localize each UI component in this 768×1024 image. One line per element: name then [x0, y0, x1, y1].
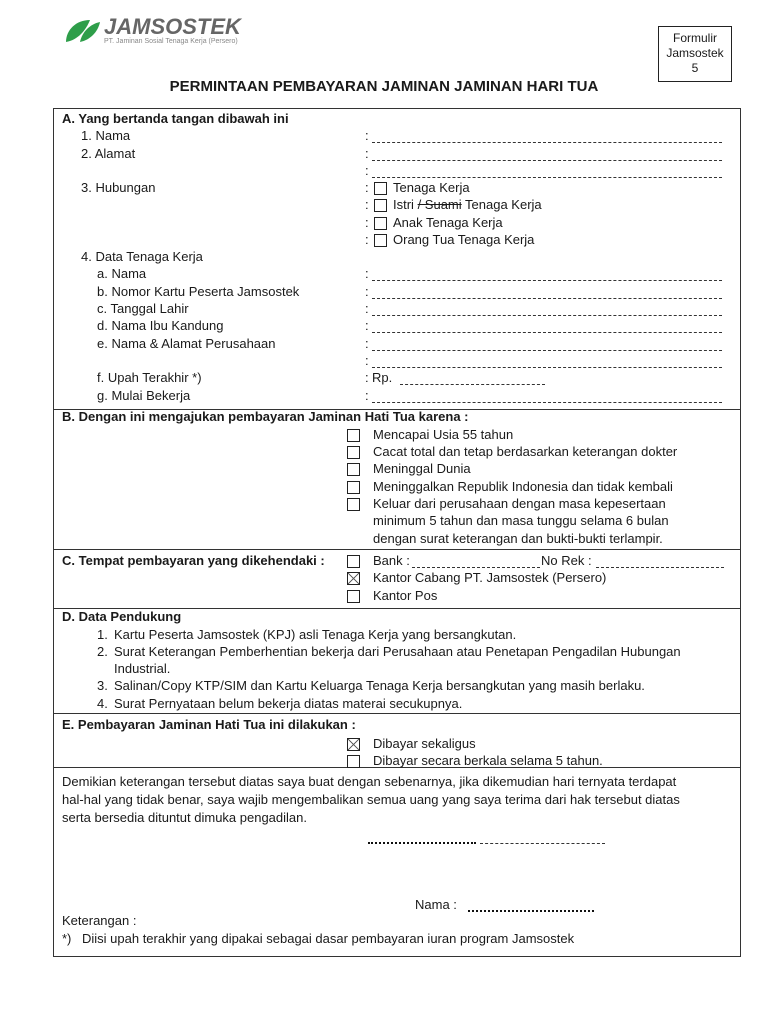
checkbox-kantor-cabang-checked[interactable]	[347, 572, 360, 585]
option-cacat: Cacat total dan tetap berdasarkan keterangan dokter	[373, 444, 678, 459]
section-d-title: D. Data Pendukung	[62, 609, 182, 624]
divider	[53, 713, 741, 714]
jamsostek-logo-icon	[64, 18, 102, 44]
supporting-doc-item: Surat Keterangan Pemberhentian bekerja dari Perusahaan atau Penetapan Pengadilan Hubungan	[114, 644, 681, 659]
rp-label: Rp.	[372, 370, 393, 385]
label-nama-ibu: d. Nama Ibu Kandung	[97, 318, 224, 333]
upah-input[interactable]	[400, 384, 545, 385]
option-berkala: Dibayar secara berkala selama 5 tahun.	[373, 753, 603, 768]
colon-separator: :	[365, 284, 369, 299]
declaration-line: Demikian keterangan tersebut diatas saya buat dengan sebenarnya, jika dikemudian hari ternyata terdapat	[62, 774, 677, 789]
label-nomor-kartu: b. Nomor Kartu Peserta Jamsostek	[97, 284, 300, 299]
option-kantor-pos: Kantor Pos	[373, 588, 438, 603]
label-alamat-perusahaan: e. Nama & Alamat Perusahaan	[97, 336, 276, 351]
nomor-kartu-input[interactable]	[372, 298, 722, 299]
colon-separator: :	[365, 370, 369, 385]
option-orang-tua: Orang Tua Tenaga Kerja	[393, 232, 535, 247]
colon-separator: :	[365, 353, 369, 368]
alamat-input-line2[interactable]	[372, 177, 722, 178]
item-number: 2.	[97, 644, 108, 659]
signature-nama-input[interactable]	[468, 910, 594, 912]
option-usia-55: Mencapai Usia 55 tahun	[373, 427, 514, 442]
checkbox-meninggal[interactable]	[347, 463, 360, 476]
bank-input[interactable]	[412, 567, 540, 568]
option-kantor-cabang: Kantor Cabang PT. Jamsostek (Persero)	[373, 570, 607, 585]
declaration-line: serta bersedia dituntut dimuka pengadilan.	[62, 810, 307, 825]
supporting-doc-item: Kartu Peserta Jamsostek (KPJ) asli Tenaga Kerja yang bersangkutan.	[114, 627, 517, 642]
bank-label: Bank :	[373, 553, 410, 568]
alamat-perusahaan-input[interactable]	[372, 350, 722, 351]
form-box-line: 5	[691, 61, 699, 75]
checkbox-sekaligus-checked[interactable]	[347, 738, 360, 751]
no-rek-input[interactable]	[596, 567, 724, 568]
item-number: 3.	[97, 678, 108, 693]
alamat-input[interactable]	[372, 160, 722, 161]
colon-separator: :	[365, 318, 369, 333]
label-data-tenaga-kerja: 4. Data Tenaga Kerja	[81, 249, 203, 264]
colon-separator: :	[365, 232, 369, 247]
label-hubungan: 3. Hubungan	[81, 180, 156, 195]
keterangan-label: Keterangan :	[62, 913, 137, 928]
section-a-title: A. Yang bertanda tangan dibawah ini	[62, 111, 289, 126]
colon-separator: :	[365, 128, 369, 143]
checkbox-meninggalkan-ri[interactable]	[347, 481, 360, 494]
form-box-line: Formulir	[673, 31, 717, 45]
note-text: Diisi upah terakhir yang dipakai sebagai dasar pembayaran iuran program Jamsostek	[82, 931, 575, 946]
section-b-title: B. Dengan ini mengajukan pembayaran Jaminan Hati Tua karena :	[62, 409, 469, 424]
option-tenaga-kerja: Tenaga Kerja	[393, 180, 470, 195]
declaration-line: hal-hal yang tidak benar, saya wajib mengembalikan semua uang yang saya terima dari hak tersebut diatas	[62, 792, 680, 807]
form-number-box	[658, 26, 732, 82]
supporting-doc-item: Surat Pernyataan belum bekerja diatas materai secukupnya.	[114, 696, 463, 711]
nama-input[interactable]	[372, 142, 722, 143]
tk-nama-input[interactable]	[372, 280, 722, 281]
option-istri-suami: Istri / Suami Tenaga Kerja	[393, 197, 542, 212]
colon-separator: :	[365, 146, 369, 161]
checkbox-cacat[interactable]	[347, 446, 360, 459]
option-sekaligus: Dibayar sekaligus	[373, 736, 476, 751]
supporting-doc-item: Salinan/Copy KTP/SIM dan Kartu Keluarga Tenaga Kerja bersangkutan yang masih berlaku.	[114, 678, 645, 693]
checkbox-keluar[interactable]	[347, 498, 360, 511]
supporting-doc-item-cont: Industrial.	[114, 661, 171, 676]
option-keluar-line2: minimum 5 tahun dan masa tunggu selama 6 bulan	[373, 513, 669, 528]
option-meninggal: Meninggal Dunia	[373, 461, 471, 476]
alamat-perusahaan-input-line2[interactable]	[372, 367, 722, 368]
checkbox-orang-tua[interactable]	[374, 234, 387, 247]
note-mark: *)	[62, 931, 72, 946]
tanggal-lahir-input[interactable]	[372, 315, 722, 316]
colon-separator: :	[365, 215, 369, 230]
checkbox-tenaga-kerja[interactable]	[374, 182, 387, 195]
checkbox-berkala[interactable]	[347, 755, 360, 768]
page-title: PERMINTAAN PEMBAYARAN JAMINAN JAMINAN HARI TUA	[169, 78, 599, 95]
label-upah-terakhir: f. Upah Terakhir *)	[97, 370, 202, 385]
label-mulai-bekerja: g. Mulai Bekerja	[97, 388, 191, 403]
colon-separator: :	[365, 163, 369, 178]
divider	[53, 549, 741, 550]
section-c-title: C. Tempat pembayaran yang dikehendaki :	[62, 553, 325, 568]
label-nama: 1. Nama	[81, 128, 131, 143]
option-meninggalkan-ri: Meninggalkan Republik Indonesia dan tidak kembali	[373, 479, 673, 494]
logo-subtitle: PT. Jaminan Sosial Tenaga Kerja (Persero)	[104, 38, 238, 45]
checkbox-bank[interactable]	[347, 555, 360, 568]
colon-separator: :	[365, 180, 369, 195]
checkbox-usia-55[interactable]	[347, 429, 360, 442]
colon-separator: :	[365, 388, 369, 403]
label-tk-nama: a. Nama	[97, 266, 147, 281]
checkbox-kantor-pos[interactable]	[347, 590, 360, 603]
option-keluar: Keluar dari perusahaan dengan masa kepesertaan	[373, 496, 666, 511]
item-number: 4.	[97, 696, 108, 711]
option-anak: Anak Tenaga Kerja	[393, 215, 503, 230]
colon-separator: :	[365, 301, 369, 316]
checkbox-istri-suami[interactable]	[374, 199, 387, 212]
place-input[interactable]	[368, 842, 476, 844]
label-alamat: 2. Alamat	[81, 146, 136, 161]
colon-separator: :	[365, 197, 369, 212]
section-e-title: E. Pembayaran Jaminan Hati Tua ini dilakukan :	[62, 717, 356, 732]
logo-name: JAMSOSTEK	[104, 14, 241, 39]
signature-nama-label: Nama :	[415, 897, 457, 912]
mulai-bekerja-input[interactable]	[372, 402, 722, 403]
label-tanggal-lahir: c. Tanggal Lahir	[97, 301, 189, 316]
form-box-line: Jamsostek	[666, 46, 724, 60]
colon-separator: :	[365, 266, 369, 281]
colon-separator: :	[365, 336, 369, 351]
option-keluar-line3: dengan surat keterangan dan bukti-bukti terlampir.	[373, 531, 663, 546]
no-rek-label: No Rek :	[541, 553, 592, 568]
nama-ibu-input[interactable]	[372, 332, 722, 333]
checkbox-anak[interactable]	[374, 217, 387, 230]
item-number: 1.	[97, 627, 108, 642]
date-input[interactable]	[480, 843, 605, 844]
